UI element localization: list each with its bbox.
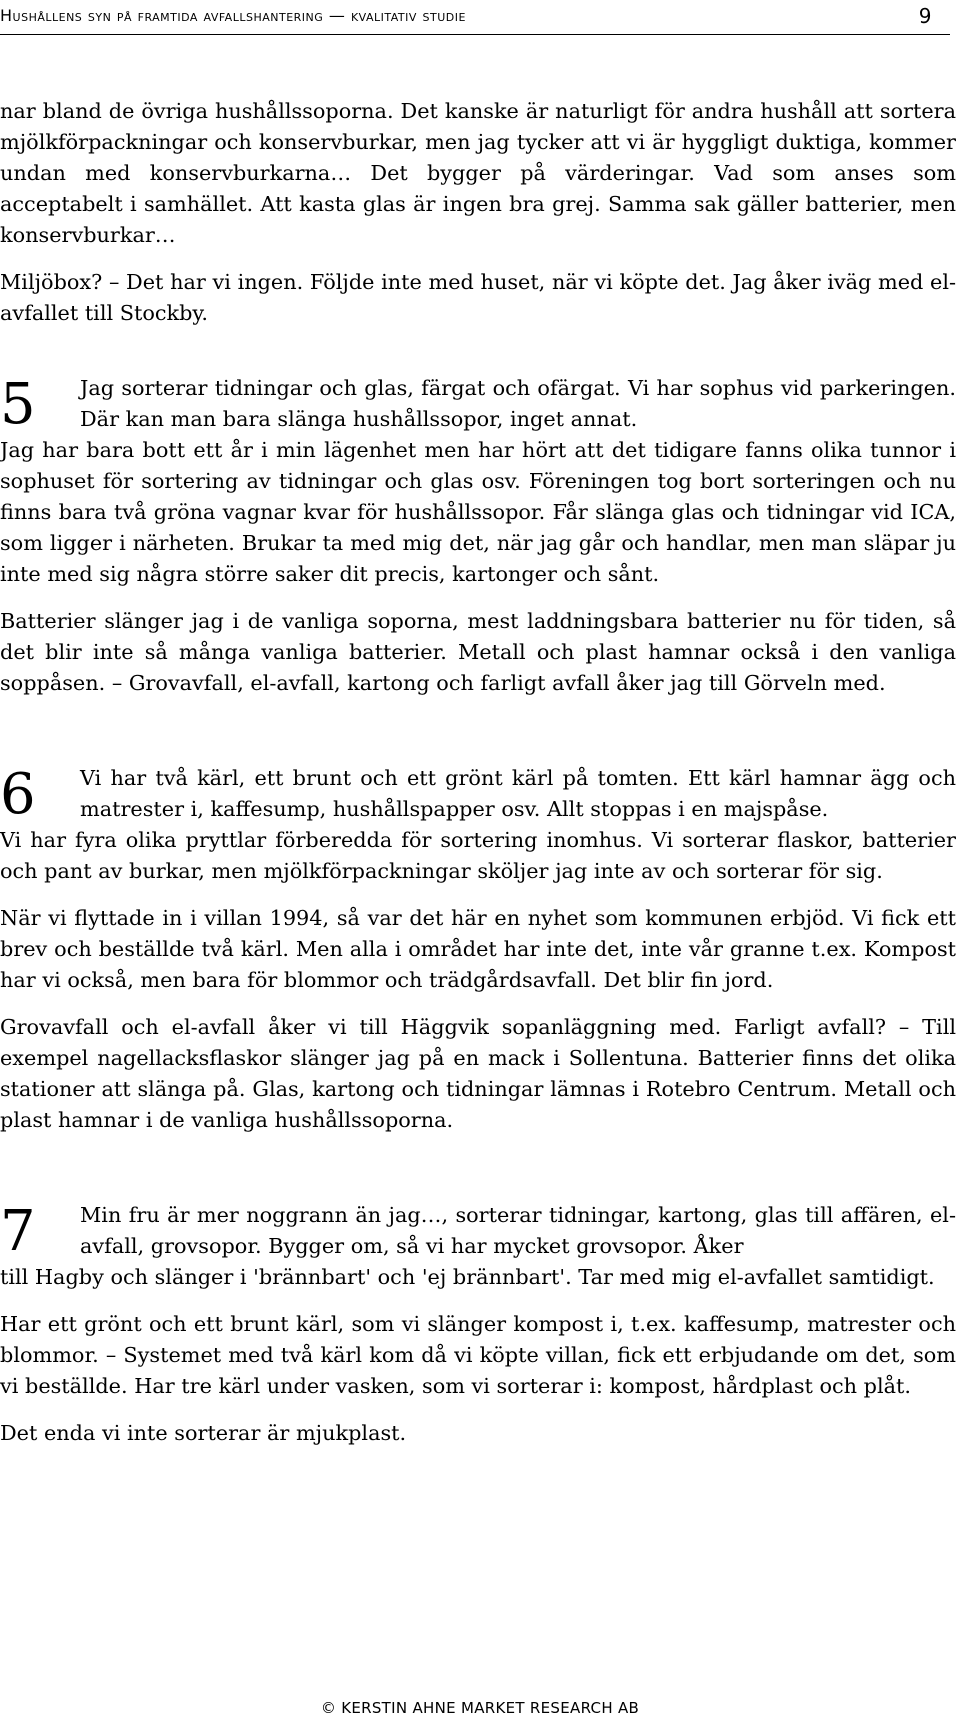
section-6 bbox=[0, 763, 956, 1136]
section-paragraph: Grovavfall och el-avfall åker vi till Häggvik sopanläggning med. Farligt avfall? – Till exempel nagellacksflaskor slänger jag på en mack i Sollentuna. Batterier finns det olika stationer att slänga på. Glas, kartong och tidningar lämnas i Rotebro Centrum. Metall och plast hamnar i de vanliga hushållssoporna. bbox=[0, 1015, 956, 1132]
document-body bbox=[0, 96, 956, 1449]
intro-paragraph-1: nar bland de övriga hushållssoporna. Det kanske är naturligt för andra hushåll att sortera mjölkförpackningar och konservburkar, men jag tycker att vi är hyggligt duktiga, kommer undan med konservburkarna… Det bygger på värderingar. Vad som anses som acceptabelt i samhället. Att kasta glas är ingen bra grej. Samma sak gäller batterier, men konservburkar… bbox=[0, 99, 956, 247]
running-header-title: Hushållens syn på framtida avfallshantering — kvalitativ studie bbox=[0, 6, 466, 25]
running-header bbox=[0, 0, 950, 35]
section-number: 7 bbox=[0, 1199, 36, 1264]
section-text: Jag har bara bott ett år i min lägenhet men har hört att det tidigare fanns olika tunnor i sophuset för sortering av tidningar och glas osv. Föreningen tog bort sorteringen och nu finns bara två gröna vagnar kvar för hushållssopor. Får slänga glas och tidningar vid ICA, som ligger i närheten. Brukar ta med mig det, när jag går och handlar, men man släpar ju inte med sig några större saker dit precis, kartonger och sånt. bbox=[0, 438, 956, 586]
section-lead: Jag sorterar tidningar och glas, färgat och ofärgat. Vi har sophus vid parkeringen. Där kan man bara slänga hushållssopor, inget annat. bbox=[80, 376, 956, 431]
section-lead: Vi har två kärl, ett brunt och ett grönt kärl på tomten. Ett kärl hamnar ägg och matrester i, kaffesump, hushållspapper osv. Allt stoppas i en majspåse. bbox=[80, 766, 956, 821]
section-number: 6 bbox=[0, 762, 36, 827]
section-number: 5 bbox=[0, 372, 36, 437]
intro-paragraph-2: Miljöbox? – Det har vi ingen. Följde inte med huset, när vi köpte det. Jag åker iväg med el-avfallet till Stockby. bbox=[0, 270, 956, 325]
section-text: till Hagby och slänger i 'brännbart' och 'ej brännbart'. Tar med mig el-avfallet samtidigt. bbox=[0, 1265, 935, 1289]
section-text: Vi har fyra olika pryttlar förberedda för sortering inomhus. Vi sorterar flaskor, batterier och pant av burkar, men mjölkförpackningar sköljer jag inte av och sorterar för sig. bbox=[0, 828, 956, 883]
page-number: 9 bbox=[918, 4, 932, 28]
section-lead: Min fru är mer noggrann än jag…, sorterar tidningar, kartong, glas till affären, el-avfall, grovsopor. Bygger om, så vi har mycket grovsopor. Åker bbox=[80, 1203, 956, 1258]
section-paragraph: Batterier slänger jag i de vanliga soporna, mest laddningsbara batterier nu för tiden, så det blir inte så många vanliga batterier. Metall och plast hamnar också i den vanliga soppåsen. – Grovavfall, el-avfall, kartong och farligt avfall åker jag till Görveln med. bbox=[0, 609, 956, 695]
section-paragraph: Har ett grönt och ett brunt kärl, som vi slänger kompost i, t.ex. kaffesump, matrester och blommor. – Systemet med två kärl kom då vi köpte villan, fick ett erbjudande om det, som vi beställde. Har tre kärl under vasken, som vi sorterar i: kompost, hårdplast och plåt. bbox=[0, 1312, 956, 1398]
copyright-footer: © KERSTIN AHNE MARKET RESEARCH AB bbox=[320, 1699, 640, 1717]
section-paragraph: När vi flyttade in i villan 1994, så var det här en nyhet som kommunen erbjöd. Vi fick ett brev och beställde två kärl. Men alla i området har inte det, inte vår granne t.ex. Kompost har vi också, men bara för blommor och trädgårdsavfall. Det blir fin jord. bbox=[0, 906, 956, 992]
section-paragraph: Det enda vi inte sorterar är mjukplast. bbox=[0, 1421, 407, 1445]
section-7 bbox=[0, 1200, 956, 1449]
section-5 bbox=[0, 373, 956, 699]
